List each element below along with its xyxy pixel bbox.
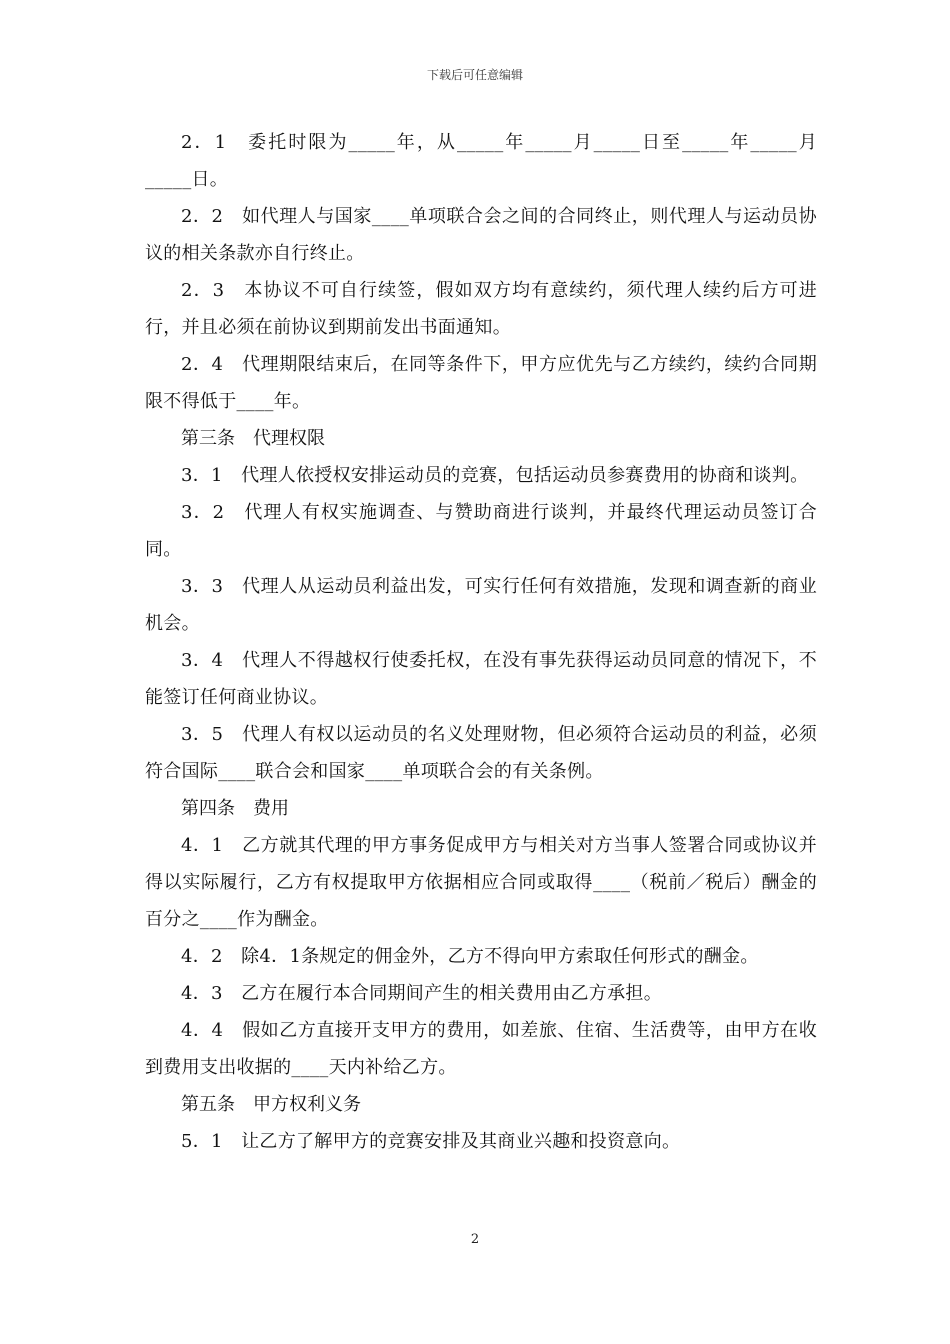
article-5-heading: 第五条 甲方权利义务 [181,1094,361,1115]
clause-2-2: 2．2 如代理人与国家____单项联合会之间的合同终止，则代理人与运动员协议的相关条款亦自行终止。 [145,206,817,264]
clause-5-1: 5．1 让乙方了解甲方的竞赛安排及其商业兴趣和投资意向。 [181,1131,681,1152]
clause-3-4: 3．4 代理人不得越权行使委托权，在没有事先获得运动员同意的情况下，不能签订任何商业协议。 [145,650,817,708]
page-number: 2 [470,1232,480,1247]
clause-2-4: 2．4 代理期限结束后，在同等条件下，甲方应优先与乙方续约，续约合同期限不得低于____年。 [145,354,817,412]
clause-2-1: 2．1 委托时限为_____年，从_____年_____月_____日至_____年_____月_____日。 [145,132,817,190]
article-3-heading: 第三条 代理权限 [181,428,325,449]
page-header: 下载后可任意编辑 [426,68,523,82]
clause-4-1: 4．1 乙方就其代理的甲方事务促成甲方与相关对方当事人签署合同或协议并得以实际履行，乙方有权提取甲方依据相应合同或取得____（税前／税后）酬金的百分之____作为酬金。 [145,835,817,930]
article-4-heading: 第四条 费用 [181,798,289,819]
clause-4-4: 4．4 假如乙方直接开支甲方的费用，如差旅、住宿、生活费等，由甲方在收到费用支出收据的____天内补给乙方。 [145,1020,817,1078]
clause-3-5: 3．5 代理人有权以运动员的名义处理财物，但必须符合运动员的利益，必须符合国际____联合会和国家____单项联合会的有关条例。 [145,724,817,782]
clause-3-3: 3．3 代理人从运动员利益出发，可实行任何有效措施，发现和调查新的商业机会。 [145,576,817,634]
clause-4-3: 4．3 乙方在履行本合同期间产生的相关费用由乙方承担。 [181,983,663,1004]
clause-2-3: 2．3 本协议不可自行续签，假如双方均有意续约，须代理人续约后方可进行，并且必须在前协议到期前发出书面通知。 [145,280,817,338]
clause-3-1: 3．1 代理人依授权安排运动员的竞赛，包括运动员参赛费用的协商和谈判。 [181,465,809,486]
clause-4-2: 4．2 除4．1条规定的佣金外，乙方不得向甲方索取任何形式的酬金。 [181,946,759,967]
document-body [145,124,817,1160]
clause-3-2: 3．2 代理人有权实施调查、与赞助商进行谈判，并最终代理运动员签订合同。 [145,502,817,560]
